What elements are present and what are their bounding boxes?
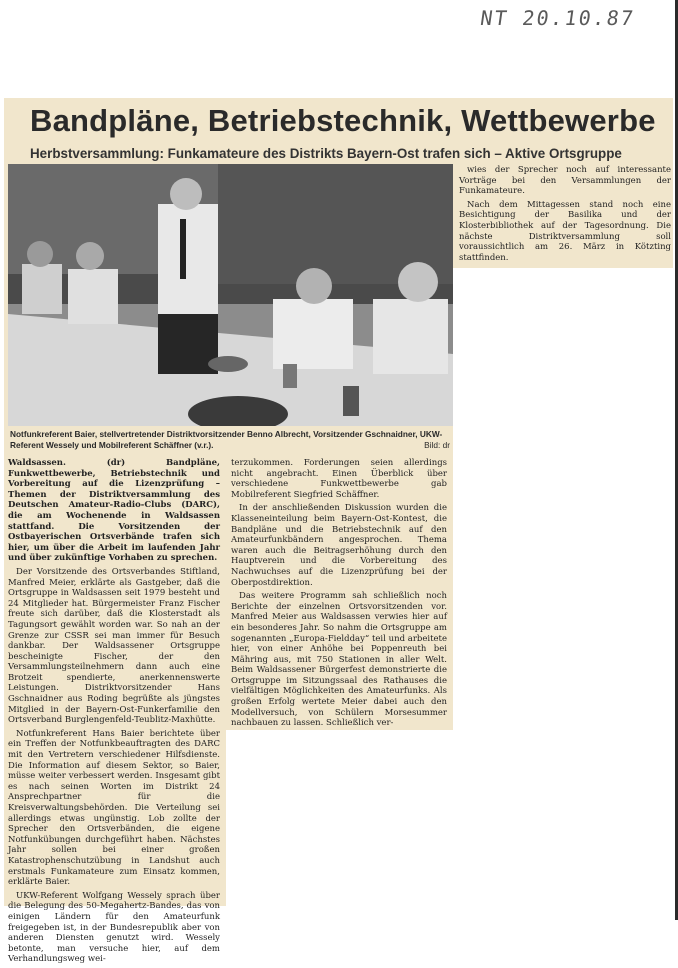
article-headline: Bandpläne, Betriebstechnik, Wettbewerbe (30, 103, 656, 138)
caption-text: Notfunkreferent Baier, stellvertretender Distriktvorsitzender Benno Albrecht, Vorsitzender Gschnaidner, UKW-Referent Wessely und Mobilreferent Schäffner (v.r.). (10, 429, 443, 450)
article-column-right (459, 165, 671, 266)
paragraph: UKW-Referent Wolfgang Wessely sprach über die Belegung des 50-Megahertz-Bandes, das von einigen Ländern für den Amateurfunk freigegeben ist, in der Bundesrepublik aber von anderen Diensten genutzt wird. Wessely betonte, man versuche hier, auf dem Verhandlungsweg wei- (8, 890, 220, 965)
photo-caption (10, 429, 450, 450)
paragraph: Notfunkreferent Hans Baier berichtete über ein Treffen der Notfunkbeauftragten des DARC mit den Vertretern verschiedener Hilfsdienste. Die Information auf diesem Sektor, so Baier, müsse weiter verbessert werden. Insgesamt gibt es nach seinen Worten im Distrikt 24 Ansprechpartner für die Kreisverwaltungsbehörden. Die Verteilung sei allerdings etwas ungünstig. Lob zollte der Sprecher den Ortsverbänden, die eigene Notfunkübungen durchgeführt haben. Nächstes Jahr sollen bei einer großen Katastrophenschutzübung in Landshut auch erstmals Funkamateure zum Einsatz kommen, erklärte Baier. (8, 728, 220, 888)
article-subheadline: Herbstversammlung: Funkamateure des Distrikts Bayern-Ost trafen sich – Aktive Ortsgruppe (30, 146, 622, 161)
article-column-middle (231, 458, 447, 732)
paragraph: terzukommen. Forderungen seien allerdings nicht angebracht. Einen Überblick über verschiedene Funkwettbewerbe gab Mobilreferent Siegfried Schäffner. (231, 458, 447, 500)
photo-credit: Bild: dr (424, 439, 450, 450)
article-photo (8, 164, 453, 426)
paragraph: Der Vorsitzende des Ortsverbandes Stiftland, Manfred Meier, erklärte als Gastgeber, daß die Ortsgruppe in Waldsassen seit 1979 besteht und 24 Mitglieder hat. Bürgermeister Franz Fischer freute sich darüber, daß die Klosterstadt als Tagungsort gewählt worden war. So nah an der Grenze zur CSSR sei man immer für Besuch dankbar. Der Waldsassener Ortsgruppe bescheinigte Fischer, der den Versammlungsteilnehmern dann auch eine Brotzeit spendierte, anerkennenswerte Leistungen. Distriktvorsitzender Hans Gschnaidner aus Roding begrüßte als jüngstes Mitglied in der Bayern-Ost-Funkerfamilie den Ortsverband Burglengenfeld-Teublitz-Maxhütte. (8, 566, 220, 726)
paragraph: wies der Sprecher noch auf interessante Vorträge bei den Versammlungen der Funkamateure. (459, 165, 671, 197)
paragraph: Das weitere Programm sah schließlich noch Berichte der einzelnen Ortsvorsitzenden vor. Manfred Meier aus Waldsassen verwies hier auf ein besonderes Jahr. So nahm die Ortsgruppe am sogenannten „Europa-Fieldday“ teil und arbeitete hier, von einer Anhöhe bei Poppenreuth bei Mähring aus, mit 750 Stationen in aller Welt. Beim Waldsassener Bürgerfest demonstrierte die Ortsgruppe im Sitzungssaal des Rathauses die vielfältigen Möglichkeiten des Amateurfunks. Als großen Erfolg wertete Meier dabei auch den Modellversuch, von Schülern Morsesummer nachbauen zu lassen. Schließlich ver- (231, 591, 447, 729)
meeting-photo-illustration (8, 164, 453, 426)
handwritten-date-note: NT 20.10.87 (478, 6, 637, 30)
paragraph: In der anschließenden Diskussion wurden die Klasseneinteilung beim Bayern-Ost-Kontest, die Bandpläne und die Betriebstechnik auf den Amateurfunkbändern angesprochen. Thema waren auch die Beitragserhöhung durch den Hauptverein und die Vorbereitung des Nachwuchses auf die Lizenzprüfung bei der Oberpostdirektion. (231, 503, 447, 588)
paragraph: Nach dem Mittagessen stand noch eine Besichtigung der Basilika und der Klosterbibliothek auf der Tagesordnung. Die nächste Distriktversammlung soll voraussichtlich am 26. März in Kötzting stattfinden. (459, 199, 671, 263)
article-column-left (8, 458, 220, 968)
paragraph: Waldsassen. (dr) Bandpläne, Funkwettbewerbe, Betriebstechnik und Vorbereitung auf die Lizenzprüfung – Themen der Distriktversammlung des Deutschen Amateur-Radio-Clubs (DARC), die am Wochenende in Waldsassen stattfand. Die Vorsitzenden der Ostbayerischen Ortsverbände trafen sich hier, um über die Arbeit im laufenden Jahr und über zukünftige Vorhaben zu sprechen. (8, 458, 220, 564)
